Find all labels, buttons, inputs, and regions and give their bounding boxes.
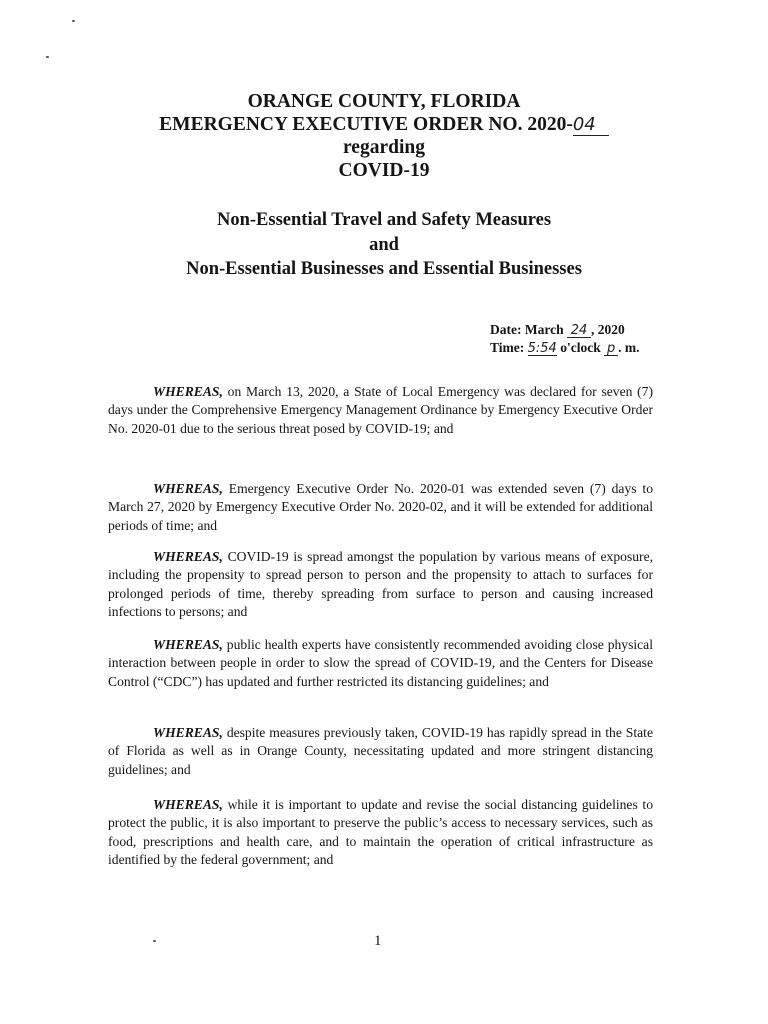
title-line-subject: COVID-19 bbox=[338, 160, 430, 181]
paragraph-text: Emergency Executive Order No. 2020-01 was extended seven (7) days to March 27, 2020 by Emergency Executive Order No. 2020-02, and it will be extended for additional periods of time; and bbox=[108, 481, 653, 533]
whereas-paragraph bbox=[108, 548, 653, 622]
order-title bbox=[0, 90, 768, 182]
title-line-regarding: regarding bbox=[343, 137, 425, 158]
order-subtitle bbox=[0, 208, 768, 282]
time-line bbox=[490, 339, 639, 357]
date-day-handwritten: 24 bbox=[567, 324, 591, 338]
paragraph-lead: WHEREAS, bbox=[153, 637, 223, 652]
date-year: , 2020 bbox=[590, 322, 625, 337]
title-line-county: ORANGE COUNTY, FLORIDA bbox=[247, 91, 521, 112]
date-time-block bbox=[490, 321, 639, 357]
paragraph-lead: WHEREAS, bbox=[153, 481, 223, 496]
time-handwritten: 5:54 bbox=[527, 341, 557, 356]
whereas-paragraph bbox=[108, 796, 653, 870]
date-line bbox=[490, 321, 639, 339]
time-label: Time: bbox=[490, 340, 525, 355]
paragraph-text: COVID-19 is spread amongst the population by various means of exposure, including the propensity to spread person to person and the propensity to attach to surfaces for prolonged periods of time, thereby spreading from surface to person and causing increased infections to persons; and bbox=[108, 549, 653, 620]
scan-speck bbox=[46, 56, 49, 58]
title-line-order bbox=[0, 113, 768, 136]
time-ampm-handwritten: p bbox=[604, 342, 618, 356]
order-number-handwritten: 04 bbox=[573, 116, 609, 136]
paragraph-lead: WHEREAS, bbox=[153, 384, 223, 399]
date-label: Date: March bbox=[490, 322, 564, 337]
title-order-prefix: EMERGENCY EXECUTIVE ORDER NO. 2020- bbox=[159, 114, 573, 135]
whereas-paragraph bbox=[108, 724, 653, 779]
paragraph-lead: WHEREAS, bbox=[153, 725, 223, 740]
time-oclock: o'clock bbox=[560, 340, 601, 355]
whereas-paragraph bbox=[108, 636, 653, 691]
paragraph-text: despite measures previously taken, COVID-19 has rapidly spread in the State of Florida as well as in Orange County, necessitating updated and more stringent distancing guidelines; and bbox=[108, 725, 653, 777]
whereas-paragraph bbox=[108, 480, 653, 535]
page-number: 1 bbox=[374, 933, 382, 949]
subtitle-line-2: and bbox=[369, 234, 399, 255]
whereas-paragraph bbox=[108, 383, 653, 438]
paragraph-text: on March 13, 2020, a State of Local Emergency was declared for seven (7) days under the Comprehensive Emergency Management Ordinance by Emergency Executive Order No. 2020-01 due to the serious threat posed by COVID-19; and bbox=[108, 384, 653, 436]
subtitle-line-3: Non-Essential Businesses and Essential Businesses bbox=[186, 259, 582, 279]
paragraph-lead: WHEREAS, bbox=[153, 797, 223, 812]
paragraph-text: while it is important to update and revise the social distancing guidelines to protect the public, it is also important to preserve the public’s access to necessary services, such as food, prescriptions and health care, and to maintain the operation of critical infrastructure as identified by the federal government; and bbox=[108, 797, 653, 868]
paragraph-lead: WHEREAS, bbox=[153, 549, 223, 564]
subtitle-line-1: Non-Essential Travel and Safety Measures bbox=[216, 210, 552, 230]
time-suffix: . m. bbox=[618, 340, 640, 355]
scan-speck bbox=[153, 940, 156, 942]
scan-speck bbox=[72, 20, 75, 22]
paragraph-text: public health experts have consistently recommended avoiding close physical interaction between people in order to slow the spread of COVID-19, and the Centers for Disease Control (“CDC”) has updated and further restricted its distancing guidelines; and bbox=[108, 637, 653, 689]
